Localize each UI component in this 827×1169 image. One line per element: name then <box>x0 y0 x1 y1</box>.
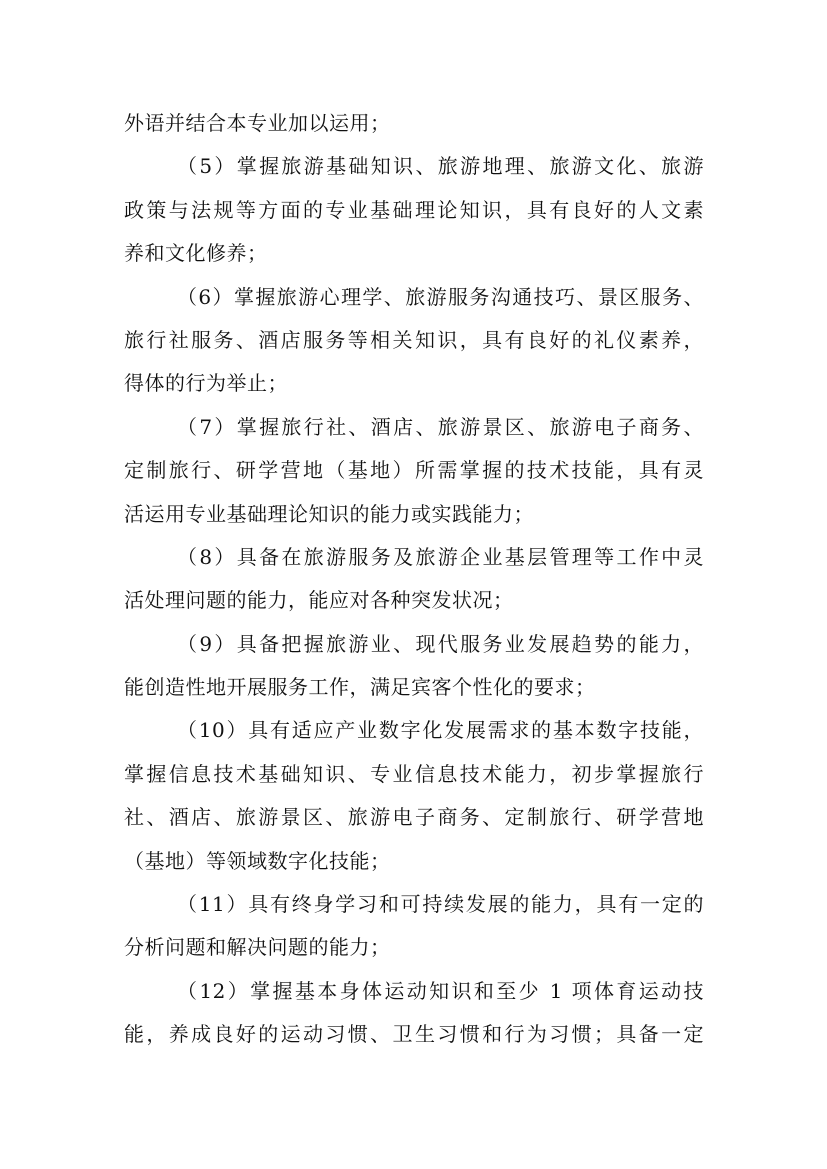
paragraph-7 <box>124 406 704 536</box>
text-line: 得体的行为举止； <box>124 371 288 396</box>
text-line: 活处理问题的能力，能应对各种突发状况； <box>124 588 514 613</box>
text-line: 分析问题和解决问题的能力； <box>124 935 391 960</box>
paragraph-11 <box>124 883 704 970</box>
text-line: （11）具有终身学习和可持续发展的能力，具有一定的 <box>177 892 704 917</box>
text-line: （12）掌握基本身体运动知识和至少 1 项体育运动技 <box>177 978 704 1003</box>
body-text <box>124 102 704 1057</box>
text-line: （6）掌握旅游心理学、旅游服务沟通技巧、景区服务、 <box>177 284 704 309</box>
paragraph-5 <box>124 145 704 275</box>
paragraph-9 <box>124 623 704 710</box>
paragraph-10 <box>124 709 704 883</box>
paragraph-8 <box>124 536 704 623</box>
text-line: 定制旅行、研学营地（基地）所需掌握的技术技能，具有灵 <box>124 458 704 483</box>
text-line: （10）具有适应产业数字化发展需求的基本数字技能， <box>177 718 704 743</box>
text-line: （8）具备在旅游服务及旅游企业基层管理等工作中灵 <box>177 544 704 569</box>
text-line: 掌握信息技术基础知识、专业信息技术能力，初步掌握旅行 <box>124 761 704 786</box>
text-line: 外语并结合本专业加以运用； <box>124 111 391 135</box>
text-line: 政策与法规等方面的专业基础理论知识，具有良好的人文素 <box>124 197 704 222</box>
text-line: （9）具备把握旅游业、现代服务业发展趋势的能力， <box>177 631 704 656</box>
text-line: 社、酒店、旅游景区、旅游电子商务、定制旅行、研学营地 <box>124 805 704 830</box>
text-line: 养和文化修养； <box>124 241 268 266</box>
paragraph-4-continuation <box>124 102 704 145</box>
text-line: 旅行社服务、酒店服务等相关知识，具有良好的礼仪素养， <box>124 327 704 352</box>
text-line: （基地）等领域数字化技能； <box>124 848 391 873</box>
text-line: 活运用专业基础理论知识的能力或实践能力； <box>124 501 534 526</box>
text-line: （5）掌握旅游基础知识、旅游地理、旅游文化、旅游 <box>177 154 704 179</box>
text-line: （7）掌握旅行社、酒店、旅游景区、旅游电子商务、 <box>177 414 704 439</box>
paragraph-6 <box>124 276 704 406</box>
text-line: 能，养成良好的运动习惯、卫生习惯和行为习惯；具备一定 <box>124 1022 704 1047</box>
text-line: 能创造性地开展服务工作，满足宾客个性化的要求； <box>124 675 596 700</box>
paragraph-12 <box>124 970 704 1057</box>
